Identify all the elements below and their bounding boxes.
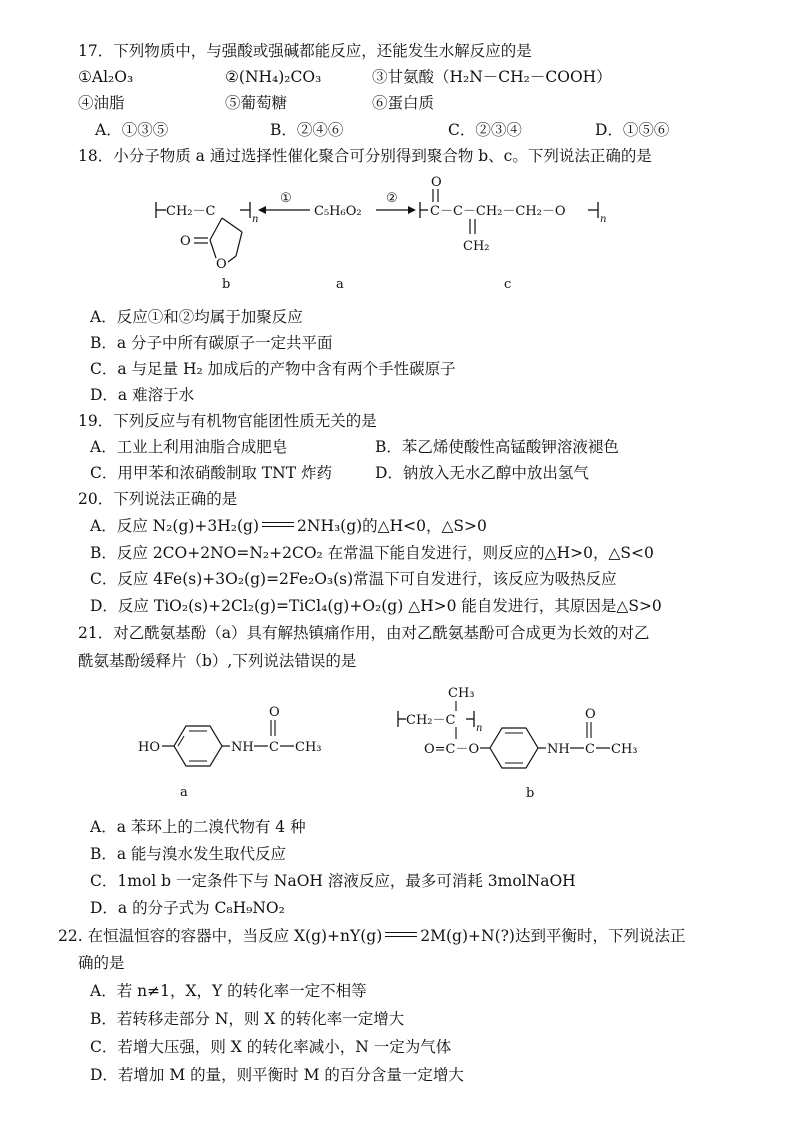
- q18-reaction-scheme: [150, 172, 710, 292]
- q19-choice-d: D．钠放入无水乙醇中放出氢气: [375, 464, 589, 482]
- q17-item-5: ⑤葡萄糖: [225, 94, 288, 112]
- svg-text:n: n: [600, 214, 607, 225]
- equilibrium-sign: [385, 930, 417, 940]
- q22-stem-line1: 22. 在恒温恒容的容器中，当反应 X(g)+nY(g) 2M(g)+N(?)达到平衡时，下列说法正: [58, 927, 686, 945]
- q19-stem: 19．下列反应与有机物官能团性质无关的是: [78, 412, 377, 430]
- q22-choice-d: D．若增加 M 的量，则平衡时 M 的百分含量一定增大: [90, 1066, 464, 1084]
- label-b: b: [222, 277, 231, 292]
- q20-choice-b: B．反应 2CO+2NO=N₂+2CO₂ 在常温下能自发进行，则反应的△H>0，△S<0: [90, 544, 654, 562]
- q21-choice-c: C．1mol b 一定条件下与 NaOH 溶液反应，最多可消耗 3molNaOH: [90, 872, 576, 890]
- svg-text:CH₃: CH₃: [448, 686, 475, 701]
- q18-stem: 18．小分子物质 a 通过选择性催化聚合可分别得到聚合物 b、c。下列说法正确的是: [78, 147, 652, 165]
- svg-text:CH₃: CH₃: [611, 742, 638, 757]
- q21-stem-line1: 21．对乙酰氨基酚（a）具有解热镇痛作用，由对乙酰氨基酚可合成更为长效的对乙: [78, 624, 650, 642]
- svg-text:O: O: [180, 234, 191, 249]
- q21-stem-line2: 酰氨基酚缓释片（b）,下列说法错误的是: [78, 652, 357, 670]
- q17-item-3: ③甘氨酸（H₂N－CH₂－COOH）: [372, 68, 612, 86]
- q22-choice-a: A．若 n≠1，X，Y 的转化率一定不相等: [90, 982, 367, 1000]
- q21-choice-b: B．a 能与溴水发生取代反应: [90, 845, 287, 863]
- svg-text:O: O: [216, 257, 227, 272]
- svg-text:C: C: [585, 742, 595, 757]
- q18-choice-b: B．a 分子中所有碳原子一定共平面: [90, 334, 333, 352]
- q19-choice-b: B．苯乙烯使酸性高锰酸钾溶液褪色: [375, 438, 619, 456]
- q18-choice-c: C．a 与足量 H₂ 加成后的产物中含有两个手性碳原子: [90, 360, 456, 378]
- q22-stem-line2: 确的是: [78, 954, 125, 972]
- svg-text:CH₂－C: CH₂－C: [406, 713, 456, 728]
- polymer-b-structure: [156, 202, 258, 272]
- q17-choice-c: C．②③④: [448, 121, 522, 139]
- equilibrium-sign: [262, 520, 294, 530]
- svg-text:HO: HO: [138, 740, 160, 755]
- q20-choice-d: D．反应 TiO₂(s)+2Cl₂(g)=TiCl₄(g)+O₂(g) △H>0 能自发进行，其原因是△S>0: [90, 597, 662, 615]
- svg-text:NH: NH: [547, 742, 570, 757]
- q21-structure-a: [138, 700, 338, 800]
- svg-text:CH₃: CH₃: [295, 740, 322, 755]
- q20-choice-c: C．反应 4Fe(s)+3O₂(g)=2Fe₂O₃(s)常温下可自发进行，该反应为吸热反应: [90, 570, 617, 588]
- svg-text:n: n: [252, 214, 259, 225]
- q17-choice-a: A．①③⑤: [95, 121, 169, 139]
- q20-choice-a: A．反应 N₂(g)+3H₂(g) 2NH₃(g)的△H<0，△S>0: [90, 517, 487, 535]
- q21-choice-d: D．a 的分子式为 C₈H₉NO₂: [90, 899, 285, 917]
- svg-text:O=C－O: O=C－O: [424, 742, 480, 757]
- label-a: a: [336, 277, 344, 292]
- q18-choice-d: D．a 难溶于水: [90, 386, 195, 404]
- svg-text:C: C: [269, 740, 279, 755]
- label-struct-a: a: [180, 785, 188, 800]
- b-chain-text: CH₂－C: [166, 204, 216, 219]
- svg-text:CH₂: CH₂: [463, 239, 490, 254]
- q22-choice-c: C．若增大压强，则 X 的转化率减小，N 一定为气体: [90, 1038, 452, 1056]
- q17-stem: 17．下列物质中，与强酸或强碱都能反应，还能发生水解反应的是: [78, 42, 532, 60]
- label-c: c: [504, 277, 512, 292]
- q17-item-1: ①Al₂O₃: [78, 68, 134, 86]
- q19-choice-a: A．工业上利用油脂合成肥皂: [90, 438, 288, 456]
- c-chain-text: C－C－CH₂－CH₂－O: [430, 204, 566, 219]
- q17-item-2: ②(NH₄)₂CO₃: [225, 68, 322, 86]
- svg-text:O: O: [585, 707, 596, 722]
- q17-item-4: ④油脂: [78, 94, 125, 112]
- svg-text:①: ①: [280, 191, 292, 206]
- q17-choice-d: D．①⑤⑥: [595, 121, 670, 139]
- reaction-arrow-2: [376, 191, 416, 214]
- reaction-arrow-1: [258, 191, 310, 214]
- q21-structure-b: [394, 683, 684, 803]
- q21-choice-a: A．a 苯环上的二溴代物有 4 种: [90, 818, 306, 836]
- monomer-a-formula: C₅H₆O₂: [314, 204, 362, 219]
- polymer-c-structure: [420, 175, 606, 254]
- label-struct-b: b: [526, 786, 535, 801]
- svg-text:n: n: [476, 723, 483, 734]
- q18-choice-a: A．反应①和②均属于加聚反应: [90, 308, 303, 326]
- svg-text:O: O: [269, 705, 280, 720]
- q20-stem: 20．下列说法正确的是: [78, 490, 238, 508]
- q19-choice-c: C．用甲苯和浓硝酸制取 TNT 炸药: [90, 464, 332, 482]
- svg-text:NH: NH: [231, 740, 254, 755]
- q22-choice-b: B．若转移走部分 N，则 X 的转化率一定增大: [90, 1010, 405, 1028]
- svg-text:②: ②: [386, 191, 398, 206]
- svg-text:O: O: [431, 175, 442, 190]
- q17-choice-b: B．②④⑥: [270, 121, 344, 139]
- q17-item-6: ⑥蛋白质: [372, 94, 435, 112]
